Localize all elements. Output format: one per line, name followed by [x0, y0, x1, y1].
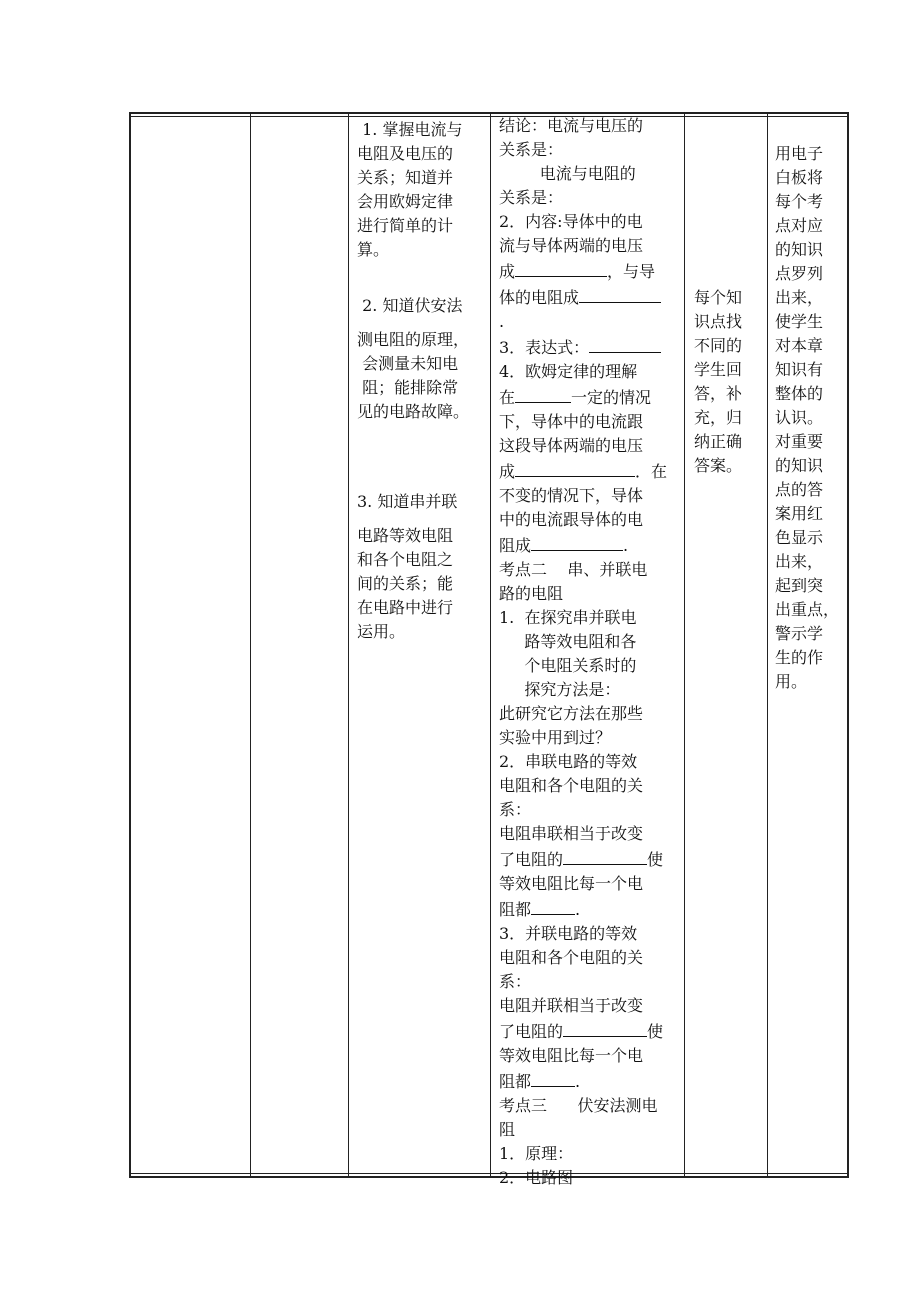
content-line: 电阻并联相当于改变 — [499, 996, 644, 1015]
design-intent-line: 白板将 — [775, 168, 824, 187]
design-intent-line: 色显示 — [775, 528, 824, 547]
content-line: 1. 在探究串并联电 — [499, 608, 637, 627]
content-line: 等效电阻比每一个电 — [499, 1046, 644, 1065]
objective-line: 会测量未知电 — [357, 354, 459, 373]
student-activity-line: 答，补 — [694, 384, 743, 403]
design-intent-line: 生的作 — [775, 648, 824, 667]
column-divider — [348, 114, 349, 1176]
design-intent-cell — [775, 142, 845, 694]
content-line: 考点三 伏安法测电 — [499, 1096, 658, 1115]
lesson-table — [129, 112, 849, 1187]
content-text: 阻成 — [499, 536, 532, 555]
design-intent-line: 知识有 — [775, 360, 824, 379]
content-line: 下，导体中的电流跟 — [499, 412, 644, 431]
content-text: ．在 — [635, 462, 668, 481]
content-line: 4．欧姆定律的理解 — [499, 362, 638, 381]
content-line: 阻 — [499, 1120, 516, 1139]
content-text: 体的电阻成 — [499, 288, 580, 307]
objective-line: 2. 知道伏安法 — [357, 296, 463, 315]
column-divider — [250, 114, 251, 1176]
content-text: ，与导 — [607, 262, 656, 281]
fill-in-blank — [531, 896, 575, 915]
design-intent-line: 警示学 — [775, 624, 824, 643]
objective-line: 和各个电阻之 — [357, 550, 454, 569]
content-line — [499, 458, 677, 484]
student-activity-line: 不同的 — [694, 336, 743, 355]
content-line — [499, 896, 677, 922]
column-divider — [767, 114, 768, 1176]
content-line — [499, 384, 677, 410]
objective-line: 在电路中进行 — [357, 598, 454, 617]
design-intent-line: 的知识 — [775, 456, 824, 475]
fill-in-blank — [531, 532, 623, 551]
content-line: 电阻串联相当于改变 — [499, 824, 644, 843]
fill-in-blank — [563, 846, 647, 865]
content-line: 流与导体两端的电压 — [499, 236, 644, 255]
content-text: . — [623, 536, 629, 555]
content-line: 路的电阻 — [499, 584, 564, 603]
design-intent-line: 点的答 — [775, 480, 824, 499]
content-text: 使 — [647, 1022, 664, 1041]
objective-line: 间的关系；能 — [357, 574, 454, 593]
student-activity-line: 每个知 — [694, 288, 743, 307]
objective-line: 阻；能排除常 — [357, 378, 459, 397]
objective-line: 会用欧姆定律 — [357, 192, 454, 211]
design-intent-line: 出重点， — [775, 600, 840, 619]
content-line — [499, 1068, 677, 1094]
column-divider — [684, 114, 685, 1176]
content-line: 关系是： — [499, 140, 564, 159]
objective-line: 算。 — [357, 240, 390, 259]
content-cell — [499, 114, 677, 1190]
content-text: 阻都 — [499, 1072, 532, 1091]
content-line — [499, 532, 677, 558]
content-text: 成 — [499, 462, 516, 481]
content-line: 实验中用到过？ — [499, 728, 612, 747]
content-text: 了电阻的 — [499, 1022, 564, 1041]
content-line: 3．并联电路的等效 — [499, 924, 638, 943]
fill-in-blank — [515, 458, 635, 477]
content-text: 在 — [499, 388, 516, 407]
content-line: 探究方法是： — [499, 680, 621, 699]
content-line: 结论：电流与电压的 — [499, 116, 644, 135]
design-intent-line: 点对应 — [775, 216, 824, 235]
content-line: 系： — [499, 972, 532, 991]
content-line: . — [499, 312, 505, 331]
content-line: 1．原理： — [499, 1144, 574, 1163]
design-intent-line: 对重要 — [775, 432, 824, 451]
content-line: 系： — [499, 800, 532, 819]
content-line — [499, 846, 677, 872]
student-activity-cell — [694, 286, 764, 478]
content-line: 路等效电阻和各 — [499, 632, 637, 651]
content-line — [499, 334, 677, 360]
content-line: 2．内容:导体中的电 — [499, 212, 643, 231]
design-intent-line: 用。 — [775, 672, 808, 691]
column-divider — [490, 114, 491, 1176]
content-text: 一定的情况 — [571, 388, 652, 407]
objective-line: 进行简单的计 — [357, 216, 454, 235]
student-activity-line: 学生回 — [694, 360, 743, 379]
fill-in-blank — [579, 284, 661, 303]
objective-line: 1. 掌握电流与 — [357, 120, 463, 139]
student-activity-line: 答案。 — [694, 456, 743, 475]
design-intent-line: 认识。 — [775, 408, 824, 427]
table-inner-border — [131, 116, 847, 1174]
objective-group — [357, 294, 469, 424]
design-intent-line: 对本章 — [775, 336, 824, 355]
student-activity-line: 纳正确 — [694, 432, 743, 451]
content-text: 阻都 — [499, 900, 532, 919]
design-intent-line: 点罗列 — [775, 264, 824, 283]
design-intent-line: 出来， — [775, 288, 824, 307]
content-text: . — [575, 900, 581, 919]
objective-line: 见的电路故障。 — [357, 402, 470, 421]
objective-line: 电路等效电阻 — [357, 526, 454, 545]
content-text: 3．表达式： — [499, 338, 590, 357]
content-text: 成 — [499, 262, 516, 281]
fill-in-blank — [531, 1068, 575, 1087]
content-line: 等效电阻比每一个电 — [499, 874, 644, 893]
design-intent-line: 用电子 — [775, 144, 824, 163]
student-activity-line: 识点找 — [694, 312, 743, 331]
content-line: 2．电路图 — [499, 1168, 574, 1187]
objective-group — [357, 118, 462, 262]
content-line: 中的电流跟导体的电 — [499, 510, 644, 529]
content-line — [499, 1018, 677, 1044]
content-line: 2．串联电路的等效 — [499, 752, 638, 771]
content-line: 电阻和各个电阻的关 — [499, 948, 644, 967]
design-intent-line: 使学生 — [775, 312, 824, 331]
design-intent-line: 的知识 — [775, 240, 824, 259]
design-intent-line: 整体的 — [775, 384, 824, 403]
design-intent-line: 起到突 — [775, 576, 824, 595]
student-activity-line: 充，归 — [694, 408, 743, 427]
fill-in-blank — [515, 258, 607, 277]
content-text: . — [575, 1072, 581, 1091]
objective-line: 测电阻的原理， — [357, 330, 470, 349]
objective-line: 运用。 — [357, 622, 406, 641]
objective-line: 3. 知道串并联 — [357, 492, 458, 511]
content-line: 电阻和各个电阻的关 — [499, 776, 644, 795]
content-line: 电流与电阻的 — [499, 164, 636, 183]
objective-line: 关系；知道并 — [357, 168, 454, 187]
objective-group — [357, 490, 457, 644]
objective-line: 电阻及电压的 — [357, 144, 454, 163]
content-line: 个电阻关系时的 — [499, 656, 637, 675]
content-line: 此研究它方法在那些 — [499, 704, 644, 723]
fill-in-blank — [563, 1018, 647, 1037]
content-text: 了电阻的 — [499, 850, 564, 869]
design-intent-line: 每个考 — [775, 192, 824, 211]
fill-in-blank — [589, 334, 661, 353]
design-intent-line: 案用红 — [775, 504, 824, 523]
content-text: 使 — [647, 850, 664, 869]
content-line — [499, 258, 677, 284]
content-line: 考点二 串、并联电 — [499, 560, 648, 579]
design-intent-line: 出来， — [775, 552, 824, 571]
fill-in-blank — [515, 384, 571, 403]
content-line: 这段导体两端的电压 — [499, 436, 644, 455]
content-line: 不变的情况下，导体 — [499, 486, 644, 505]
content-line: 关系是： — [499, 188, 564, 207]
content-line — [499, 284, 677, 310]
